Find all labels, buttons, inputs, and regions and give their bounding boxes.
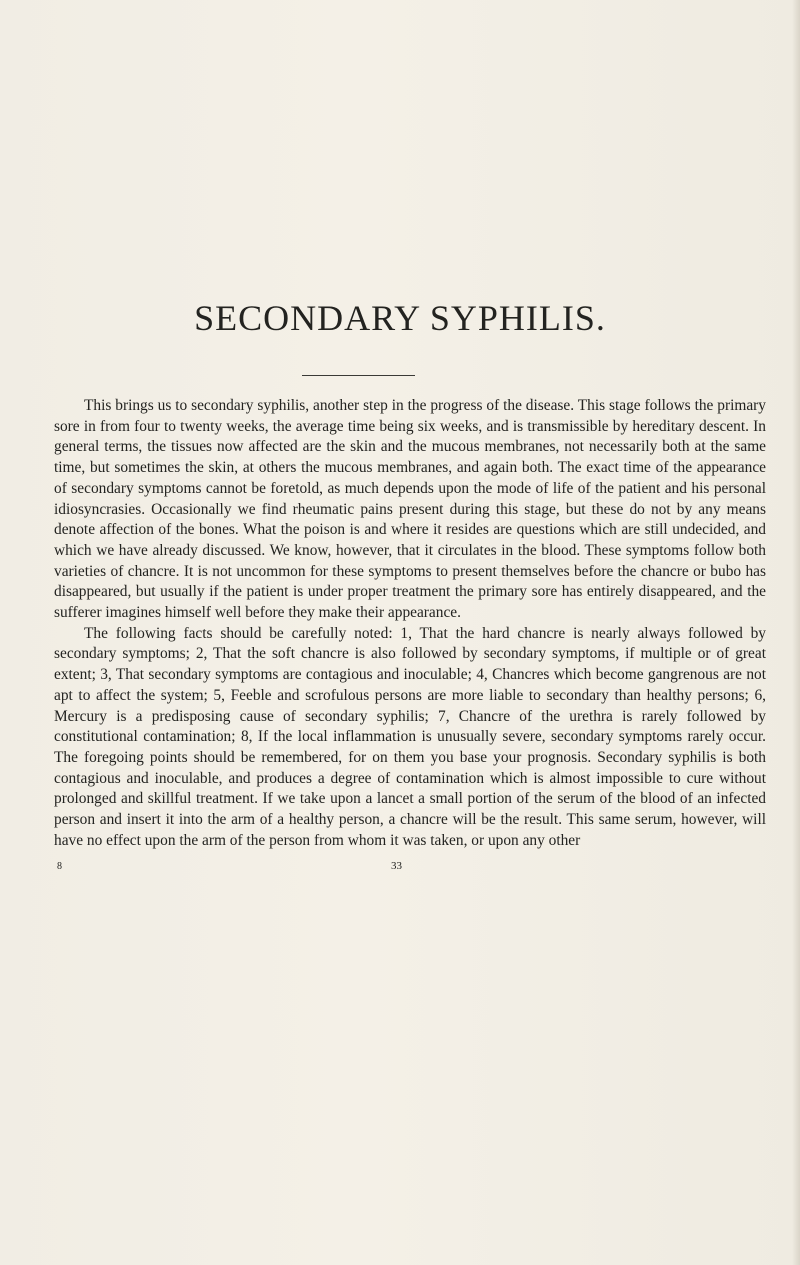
title-rule — [302, 375, 415, 376]
page-number: 33 — [391, 860, 402, 872]
page-edge-shadow — [792, 0, 800, 1265]
signature-mark: 8 — [57, 861, 62, 872]
paragraph: This brings us to secondary syphilis, another step in the progress of the disease. This stage follows the primary sore in from four to twenty weeks, the average time being six weeks, and is transmissible by hereditary descent. In general terms, the tissues now affected are the skin and the mucous membranes, not necessarily both at the same time, but sometimes the skin, at others the mucous membranes, and again both. The exact time of the appearance of secondary symptoms cannot be foretold, as much depends upon the mode of life of the patient and his personal idiosyncrasies. Occasionally we find rheumatic pains present during this stage, but these do not by any means denote affection of the bones. What the poison is and where it resides are questions which are still undecided, and which we have already discussed. We know, however, that it circulates in the blood. These symptoms follow both varieties of chancre. It is not uncommon for these symptoms to present themselves before the chancre or bubo has disappeared, but usually if the patient is under proper treatment the primary sore has entirely disappeared, and the sufferer imagines himself well before they make their appearance. — [54, 397, 766, 622]
body-text — [54, 396, 766, 851]
paragraph: The following facts should be carefully noted: 1, That the hard chancre is nearly always followed by secondary symptoms; 2, That the soft chancre is also followed by secondary symptoms, if multiple or of great extent; 3, That secondary symptoms are contagious and inoculable; 4, Chancres which become gangrenous are not apt to affect the system; 5, Feeble and scrofulous persons are more liable to secondary than healthy persons; 6, Mercury is a predisposing cause of secondary syphilis; 7, Chancre of the urethra is rarely followed by constitutional contamination; 8, If the local inflammation is unusually severe, secondary symptoms rarely occur. The foregoing points should be remembered, for on them you base your prognosis. Secondary syphilis is both contagious and inoculable, and produces a degree of contamination which is almost impossible to cure without prolonged and skillful treatment. If we take upon a lancet a small portion of the serum of the blood of an infected person and insert it into the arm of a healthy person, a chancre will be the result. This same serum, however, will have no effect upon the arm of the person from whom it was taken, or upon any other — [54, 624, 766, 849]
chapter-title: SECONDARY SYPHILIS. — [194, 298, 606, 338]
